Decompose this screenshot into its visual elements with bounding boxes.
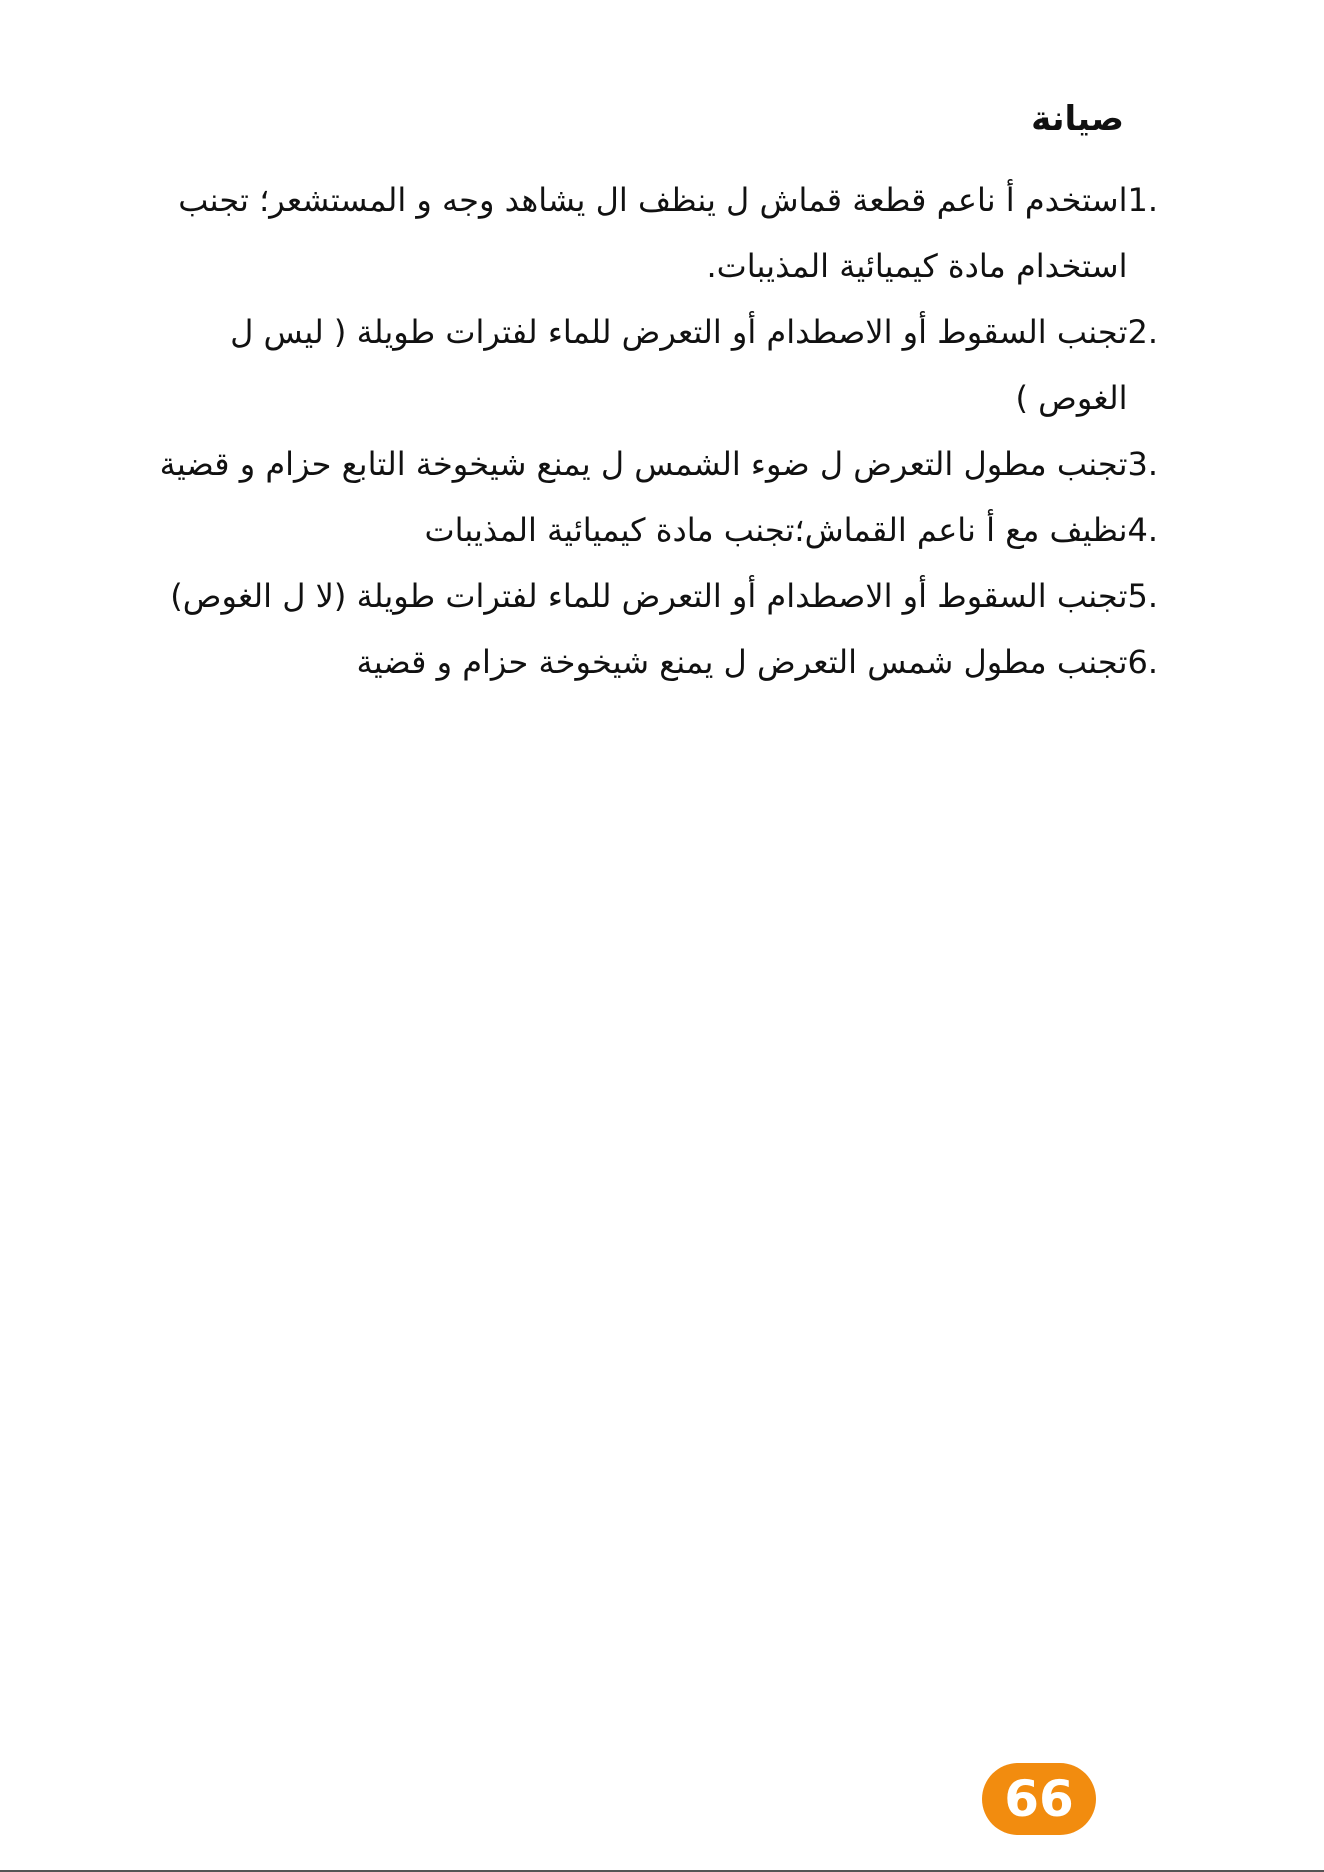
- item-number: 1.: [1127, 181, 1158, 219]
- item-text: تجنب السقوط أو الاصطدام أو التعرض للماء لفترات طويلة (لا ل الغوص): [170, 577, 1128, 615]
- page-number-badge: 66: [982, 1763, 1096, 1835]
- list-item-1: [158, 167, 1158, 299]
- list-item-2: [158, 299, 1158, 431]
- maintenance-list: [158, 167, 1158, 695]
- list-item-4: [158, 497, 1158, 563]
- list-item-6: [158, 629, 1158, 695]
- item-text: استخدم أ ناعم قطعة قماش ل ينظف ال يشاهد وجه و المستشعر؛ تجنب استخدام مادة كيميائية المذيبات.: [178, 181, 1128, 285]
- item-number: 5.: [1127, 577, 1158, 615]
- item-text: نظيف مع أ ناعم القماش؛تجنب مادة كيميائية المذيبات: [424, 511, 1128, 549]
- item-number: 4.: [1127, 511, 1158, 549]
- item-number: 2.: [1127, 313, 1158, 351]
- item-text: تجنب السقوط أو الاصطدام أو التعرض للماء لفترات طويلة ( ليس ل الغوص ): [230, 313, 1128, 417]
- section-title: صيانة: [1031, 99, 1124, 139]
- item-number: 6.: [1127, 643, 1158, 681]
- list-item-3: [158, 431, 1158, 497]
- item-text: تجنب مطول التعرض ل ضوء الشمس ل يمنع شيخوخة التابع حزام و قضية: [159, 445, 1128, 483]
- list-item-5: [158, 563, 1158, 629]
- item-text: تجنب مطول شمس التعرض ل يمنع شيخوخة حزام و قضية: [356, 643, 1128, 681]
- item-number: 3.: [1127, 445, 1158, 483]
